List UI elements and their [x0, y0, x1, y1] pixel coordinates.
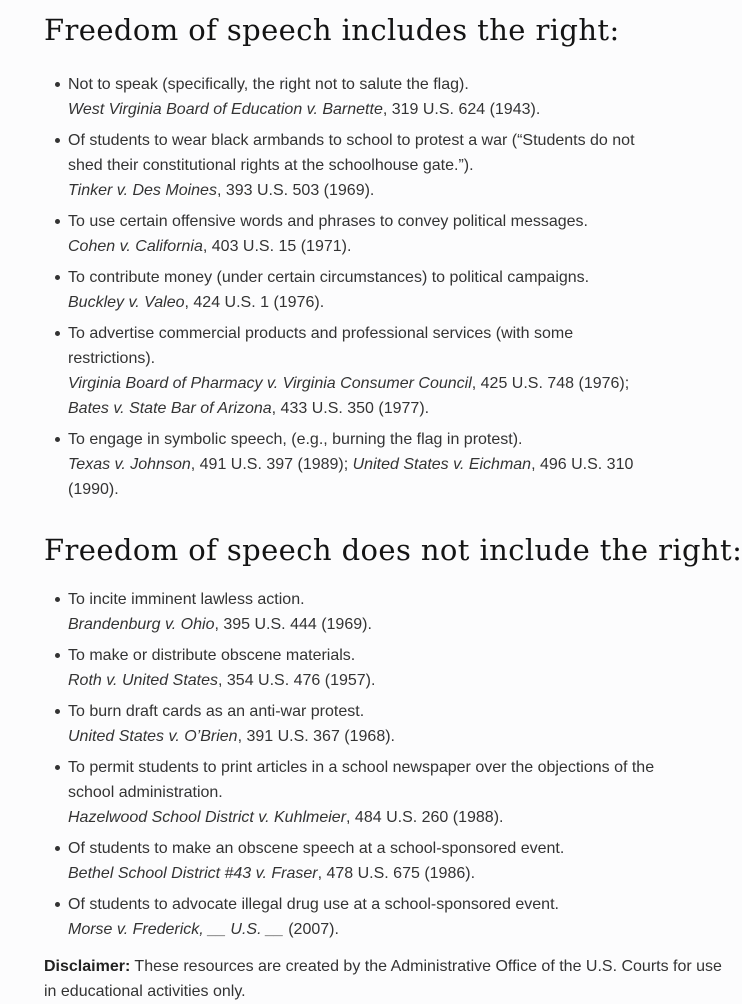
case-name: Roth v. United States — [68, 672, 218, 690]
case-name: Brandenburg v. Ohio — [68, 616, 215, 634]
list-item — [55, 209, 659, 259]
case-citation — [68, 724, 659, 749]
case-name: Tinker v. Des Moines — [68, 181, 217, 199]
right-description: To incite imminent lawless action. — [68, 591, 305, 609]
citation-reference: , 491 U.S. 397 (1989); — [190, 455, 353, 473]
case-name: Hazelwood School District v. Kuhlmeier — [68, 809, 347, 827]
right-description: To make or distribute obscene materials. — [68, 647, 356, 665]
case-name: West Virginia Board of Education v. Barnette — [68, 100, 383, 118]
citation-reference: , 478 U.S. 675 (1986). — [317, 865, 476, 883]
citation-reference: , 319 U.S. 624 (1943). — [382, 100, 541, 118]
disclaimer-text: These resources are created by the Administrative Office of the U.S. Courts for use in educational activities only. — [44, 958, 722, 1001]
citation-reference: , 403 U.S. 15 (1971). — [202, 237, 352, 255]
right-description: Of students to advocate illegal drug use at a school-sponsored event. — [68, 896, 559, 914]
case-name: Morse v. Frederick, __ U.S. __ — [68, 921, 284, 939]
right-description: Not to speak (specifically, the right not to salute the flag). — [68, 75, 469, 93]
right-description: To use certain offensive words and phrases to convey political messages. — [68, 212, 588, 230]
list-item — [55, 892, 659, 942]
case-citation — [68, 178, 659, 203]
case-name: United States v. Eichman — [352, 455, 532, 473]
list-item — [55, 587, 659, 637]
right-description: To burn draft cards as an anti-war protest. — [68, 703, 365, 721]
list-item — [55, 72, 659, 122]
case-citation — [68, 668, 659, 693]
list-item — [55, 265, 659, 315]
case-name: Cohen v. California — [68, 237, 203, 255]
list-item — [55, 643, 659, 693]
case-name: Buckley v. Valeo — [68, 293, 185, 311]
right-description: Of students to wear black armbands to school to protest a war (“Students do not shed their constitutional rights at the schoolhouse gate.”). — [68, 131, 635, 174]
citation-reference: , 496 U.S. 310 (1990). — [68, 455, 634, 498]
case-citation — [68, 452, 659, 502]
citation-reference: (2007). — [283, 921, 339, 939]
citation-reference: , 354 U.S. 476 (1957). — [218, 672, 376, 690]
rights-list-includes — [44, 72, 659, 502]
citation-reference: , 433 U.S. 350 (1977). — [271, 399, 430, 417]
citation-reference: , 425 U.S. 748 (1976); — [471, 374, 630, 392]
rights-list-excludes — [44, 587, 659, 942]
right-description: To engage in symbolic speech, (e.g., burning the flag in protest). — [68, 430, 523, 448]
list-item — [55, 755, 659, 830]
case-citation — [68, 861, 659, 886]
case-citation — [68, 234, 659, 259]
case-citation — [68, 612, 659, 637]
disclaimer — [44, 954, 734, 1004]
right-description: To permit students to print articles in a school newspaper over the objections of the school administration. — [68, 759, 655, 802]
list-item — [55, 321, 659, 421]
right-description: To advertise commercial products and professional services (with some restrictions). — [68, 324, 574, 367]
case-citation — [68, 371, 659, 421]
heading-speech-excludes: Freedom of speech does not include the right: — [44, 532, 742, 567]
list-item — [55, 427, 659, 502]
right-description: To contribute money (under certain circumstances) to political campaigns. — [68, 268, 590, 286]
right-description: Of students to make an obscene speech at a school-sponsored event. — [68, 840, 565, 858]
list-item — [55, 128, 659, 203]
case-name: Texas v. Johnson — [68, 455, 191, 473]
citation-reference: , 391 U.S. 367 (1968). — [237, 728, 395, 746]
case-citation — [68, 805, 659, 830]
list-item — [55, 836, 659, 886]
citation-reference: , 393 U.S. 503 (1969). — [216, 181, 375, 199]
case-citation — [68, 290, 659, 315]
case-name: United States v. O’Brien — [68, 728, 238, 746]
case-citation — [68, 97, 659, 122]
citation-reference: , 395 U.S. 444 (1969). — [214, 616, 372, 634]
citation-reference: , 484 U.S. 260 (1988). — [346, 809, 504, 827]
case-name: Bethel School District #43 v. Fraser — [68, 865, 318, 883]
list-item — [55, 699, 659, 749]
case-citation — [68, 917, 659, 942]
case-name: Virginia Board of Pharmacy v. Virginia Consumer Council — [68, 374, 472, 392]
heading-speech-includes: Freedom of speech includes the right: — [44, 13, 620, 47]
citation-reference: , 424 U.S. 1 (1976). — [184, 293, 325, 311]
case-name: Bates v. State Bar of Arizona — [68, 399, 272, 417]
disclaimer-label: Disclaimer: — [44, 958, 131, 976]
